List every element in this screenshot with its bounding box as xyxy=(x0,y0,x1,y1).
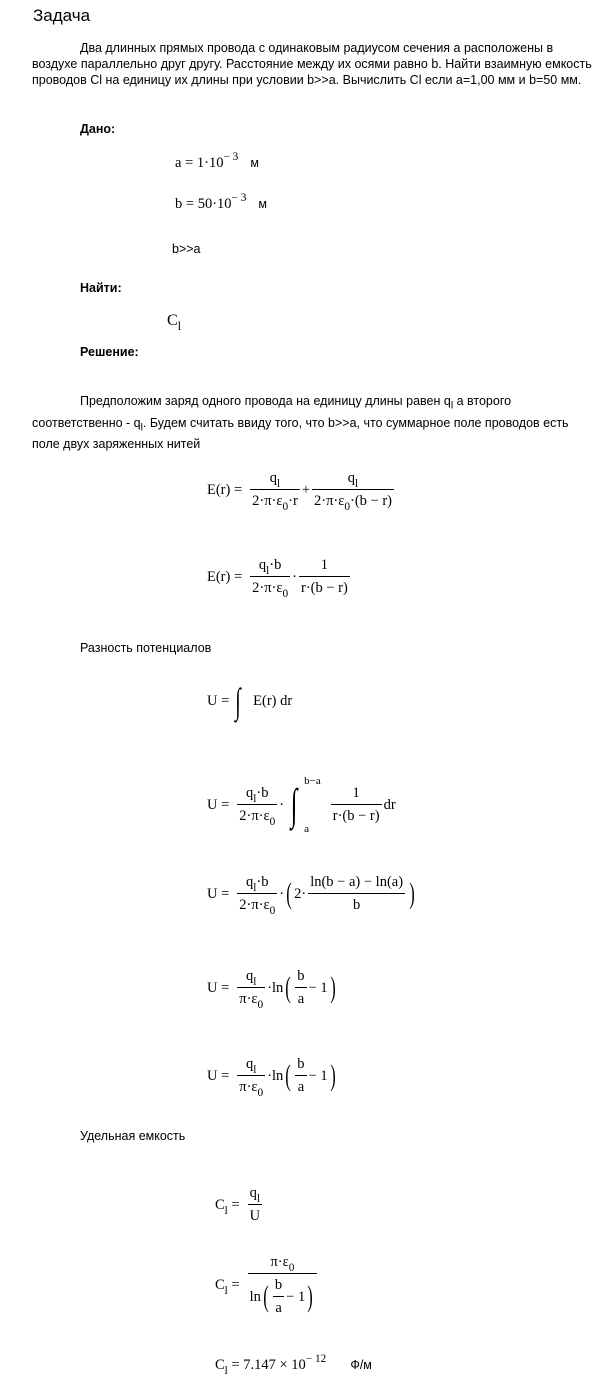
equation-field-combined: E(r) = $\frac{q_l\cdot b}{2\cdot\pi\cdot\varepsilon_0}$ · $\frac{1}{r\cdot(b - r)}$ xyxy=(207,557,348,600)
equation-potential-limits: U = $\frac{q_l\cdot b}{2\cdot\pi\cdot\varepsilon_0}$ · ∫ b−a a $\frac{1}{r\cdot(b - r)}$ dr xyxy=(207,775,396,835)
equation-capacity-formula: $C_l$ = $\pi\cdot\varepsilon_0$ ln ( $\frac{b}{a}$ − 1 ) xyxy=(215,1254,319,1317)
solution-label: Решение: xyxy=(80,345,139,359)
equation-capacity-result: $C_l = 7.147 \times 10^{- 12}$ Ф/м xyxy=(215,1353,372,1377)
solution-text: Предположим заряд одного провода на единицу длины равен $q_l$ а второго соответственно - $q_l$. Будем считать ввиду того, что b>>a, что суммарное поле проводов есть поле двух заряженных нитей xyxy=(32,394,569,451)
specific-capacity-label: Удельная емкость xyxy=(80,1129,186,1143)
given-condition: b>>a xyxy=(172,242,201,256)
problem-statement: Два длинных прямых провода с одинаковым радиусом сечения a расположены в воздухе параллельно друг другу. Расстояние между их осями равно b. Найти взаимную емкость проводов Cl на единицу их длины при условии b>>a. Вычислить Cl если a=1,00 мм и b=50 мм. xyxy=(32,41,592,87)
equation-potential-logs: U = $\frac{q_l\cdot b}{2\cdot\pi\cdot\varepsilon_0}$ · ( 2· $\frac{\ln(b - a) - \ln(a)}{b}$ ) xyxy=(207,874,415,917)
given-label: Дано: xyxy=(80,122,116,136)
find-label: Найти: xyxy=(80,281,122,295)
equation-capacity-definition: $C_l$ = $\frac{q_l}{U}$ xyxy=(215,1185,261,1224)
given-b: $b = 50\cdot 10^{- 3}$ м xyxy=(175,192,267,212)
find-target: $C_l$ xyxy=(167,312,182,333)
potential-diff-label: Разность потенциалов xyxy=(80,641,212,655)
given-a: $a = 1\cdot 10^{- 3}$ м xyxy=(175,151,259,171)
equation-potential-integral: U = ∫ E(r) dr xyxy=(207,681,293,721)
equation-potential-simplified-1: U = $\frac{q_l}{\pi\cdot\varepsilon_0}$ ·ln ( $\frac{b}{a}$ − 1 ) xyxy=(207,968,336,1011)
page-title: Задача xyxy=(33,6,91,25)
equation-potential-simplified-2: U = $\frac{q_l}{\pi\cdot\varepsilon_0}$ ·ln ( $\frac{b}{a}$ − 1 ) xyxy=(207,1056,336,1099)
equation-field-sum: E(r) = $\frac{q_l}{2\cdot\pi\cdot\varepsilon_0\cdot r}$ + $\frac{q_l}{2\cdot\pi\cdot\varepsilon_0\cdot(b - r)}$ xyxy=(207,470,392,513)
